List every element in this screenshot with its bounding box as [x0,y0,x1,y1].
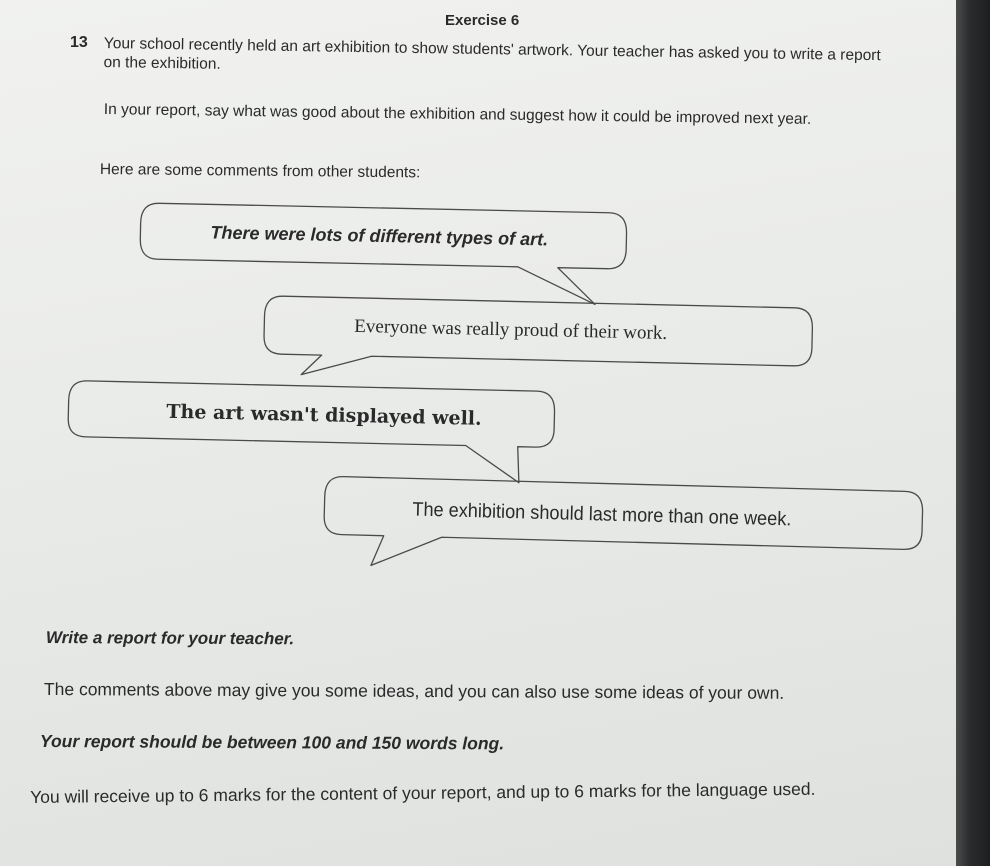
comment-text: The exhibition should last more than one week. [412,498,792,531]
page-edge-shadow [956,0,990,866]
exercise-heading: Exercise 6 [445,12,520,29]
question-number: 13 [70,34,88,51]
task-description: Your school recently held an art exhibition to show students' artwork. Your teacher has asked you to write a report on the exhibition. [103,34,881,73]
word-count-note: Your report should be between 100 and 150 words long. [39,731,505,754]
marks-note: You will receive up to 6 marks for the content of your report, and up to 6 marks for the language used. [30,778,816,807]
speech-bubble-shape [65,378,557,485]
comment-text: The art wasn't displayed well. [166,400,482,430]
comment-bubble [261,294,815,389]
task-instruction: In your report, say what was good about the exhibition and suggest how it could be improved next year. [103,100,812,128]
ideas-note: The comments above may give you some ideas, and you can also use some ideas of your own. [43,679,785,703]
speech-bubble-shape [137,201,629,311]
comment-text: There were lots of different types of art. [210,222,549,250]
speech-bubble-shape [321,474,925,582]
write-prompt: Write a report for your teacher. [45,628,295,649]
comment-text: Everyone was really proud of their work. [354,315,668,344]
comments-intro: Here are some comments from other students: [99,160,421,182]
comment-bubble [137,201,629,311]
comment-bubble [321,474,925,582]
comment-bubble [65,378,557,485]
